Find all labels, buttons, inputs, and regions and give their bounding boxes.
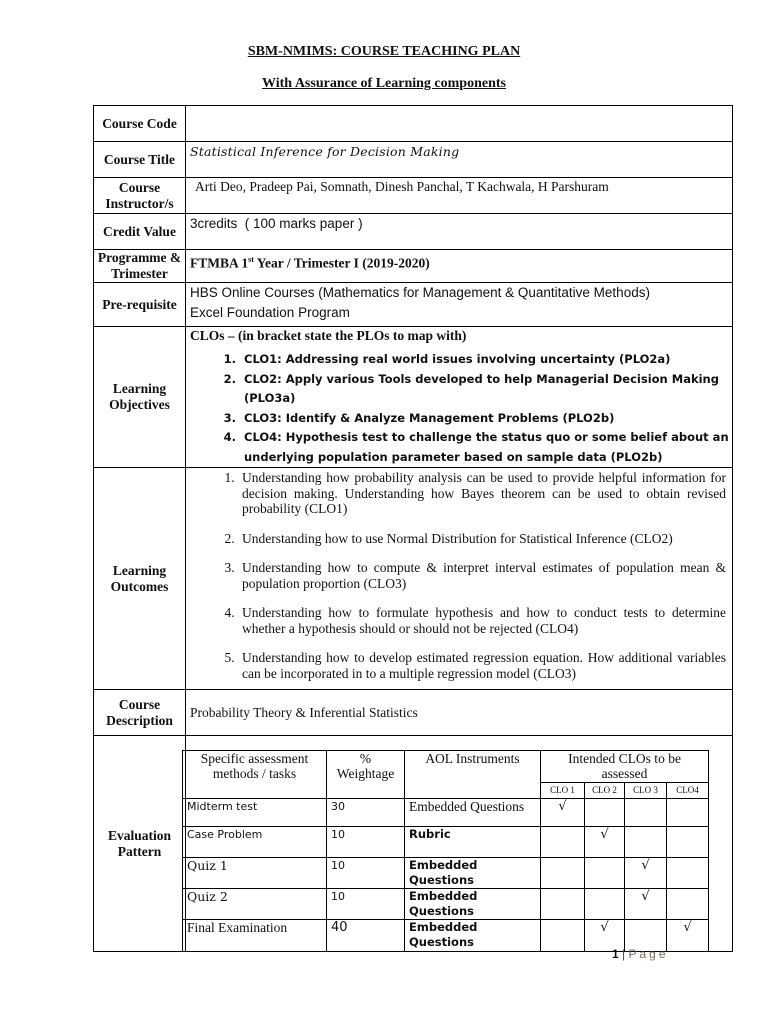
outcome-item: 3. Understanding how to compute & interpret interval estimates of population mean & population proportion (CLO3) bbox=[238, 560, 726, 591]
value-prerequisite bbox=[186, 283, 733, 327]
clo-item: 3. CLO3: Identify & Analyze Management Problems (PLO2b) bbox=[240, 409, 732, 429]
eval-clo4 bbox=[667, 858, 709, 889]
value-evaluation bbox=[186, 736, 733, 952]
eval-weight: 10 bbox=[327, 858, 405, 889]
outcome-list bbox=[190, 470, 726, 681]
prereq-line-2: Excel Foundation Program bbox=[190, 305, 350, 320]
header-clo2: CLO 2 bbox=[585, 783, 625, 799]
clo-list bbox=[190, 350, 732, 467]
header-methods: Specific assessment methods / tasks bbox=[183, 751, 327, 799]
row-course-description bbox=[94, 690, 733, 736]
row-learning-objectives bbox=[94, 327, 733, 468]
programme-text-b: Year / Trimester I (2019-2020) bbox=[253, 255, 430, 271]
value-course-title: Statistical Inference for Decision Making bbox=[186, 142, 733, 178]
label-prerequisite: Pre-requisite bbox=[94, 283, 186, 327]
eval-weight: 10 bbox=[327, 827, 405, 858]
page-word: Page bbox=[628, 947, 669, 961]
prereq-line-1: HBS Online Courses (Mathematics for Management & Quantitative Methods) bbox=[190, 285, 650, 300]
eval-clo4 bbox=[667, 799, 709, 827]
eval-weight: 40 bbox=[327, 920, 405, 952]
programme-sup: st bbox=[248, 255, 254, 264]
eval-row bbox=[183, 827, 709, 858]
value-instructors: Arti Deo, Pradeep Pai, Somnath, Dinesh Panchal, T Kachwala, H Parshuram bbox=[186, 178, 733, 214]
value-learning-outcomes bbox=[186, 468, 733, 690]
eval-row bbox=[183, 858, 709, 889]
header-clo1: CLO 1 bbox=[541, 783, 585, 799]
clo-heading: CLOs – (in bracket state the PLOs to map with) bbox=[190, 328, 467, 343]
eval-method: Midterm test bbox=[183, 799, 327, 827]
value-course-code bbox=[186, 106, 733, 142]
value-course-description: Probability Theory & Inferential Statistics bbox=[186, 690, 733, 736]
eval-aol: Embedded Questions bbox=[405, 858, 541, 889]
outcome-item: 1. Understanding how probability analysis can be used to provide helpful information for decision making. Understanding how Bayes theorem can be used to obtain revised probability (CLO1) bbox=[238, 470, 726, 517]
outcome-item: 4. Understanding how to formulate hypothesis and how to conduct tests to determine whether a hypothesis should or should not be rejected (CLO4) bbox=[238, 605, 726, 636]
row-course-code bbox=[94, 106, 733, 142]
eval-clo4: √ bbox=[667, 920, 709, 952]
eval-clo3 bbox=[625, 827, 667, 858]
value-learning-objectives bbox=[186, 327, 733, 468]
eval-clo2: √ bbox=[585, 827, 625, 858]
clo-item: 1. CLO1: Addressing real world issues involving uncertainty (PLO2a) bbox=[240, 350, 732, 370]
row-evaluation bbox=[94, 736, 733, 952]
eval-clo1: √ bbox=[541, 799, 585, 827]
eval-clo2 bbox=[585, 858, 625, 889]
eval-clo2 bbox=[585, 799, 625, 827]
eval-aol: Embedded Questions bbox=[405, 920, 541, 952]
label-evaluation: Evaluation Pattern bbox=[94, 736, 186, 952]
header-clo4: CLO4 bbox=[667, 783, 709, 799]
eval-aol: Embedded Questions bbox=[405, 799, 541, 827]
page-number: 1 bbox=[612, 947, 619, 961]
label-learning-objectives: Learning Objectives bbox=[94, 327, 186, 468]
eval-weight: 10 bbox=[327, 889, 405, 920]
evaluation-table bbox=[182, 750, 709, 952]
document-subtitle: With Assurance of Learning components bbox=[262, 76, 506, 91]
row-programme bbox=[94, 250, 733, 283]
eval-row bbox=[183, 799, 709, 827]
eval-weight: 30 bbox=[327, 799, 405, 827]
label-course-title: Course Title bbox=[94, 142, 186, 178]
eval-aol: Embedded Questions bbox=[405, 889, 541, 920]
eval-header-row bbox=[183, 751, 709, 783]
label-course-description: Course Description bbox=[94, 690, 186, 736]
label-programme: Programme & Trimester bbox=[94, 250, 186, 283]
clo-item: 2. CLO2: Apply various Tools developed to help Managerial Decision Making (PLO3a) bbox=[240, 370, 732, 409]
eval-method: Quiz 1 bbox=[183, 858, 327, 889]
eval-clo3 bbox=[625, 799, 667, 827]
eval-clo2: √ bbox=[585, 920, 625, 952]
page-separator: | bbox=[622, 947, 626, 961]
eval-method: Final Examination bbox=[183, 920, 327, 952]
outcome-item: 5. Understanding how to develop estimated regression equation. How additional variables can be incorporated in to a multiple regression model (CLO3) bbox=[238, 650, 726, 681]
eval-clo4 bbox=[667, 889, 709, 920]
eval-clo1 bbox=[541, 827, 585, 858]
eval-clo3: √ bbox=[625, 858, 667, 889]
header-clo3: CLO 3 bbox=[625, 783, 667, 799]
eval-clo1 bbox=[541, 889, 585, 920]
label-instructors: Course Instructor/s bbox=[94, 178, 186, 214]
row-credit bbox=[94, 214, 733, 250]
eval-row bbox=[183, 889, 709, 920]
value-credit: 3credits ( 100 marks paper ) bbox=[186, 214, 733, 250]
row-learning-outcomes bbox=[94, 468, 733, 690]
eval-clo3: √ bbox=[625, 889, 667, 920]
row-prerequisite bbox=[94, 283, 733, 327]
label-credit: Credit Value bbox=[94, 214, 186, 250]
clo-item: 4. CLO4: Hypothesis test to challenge the status quo or some belief about an underlying population parameter based on sample data (PLO2b) bbox=[240, 428, 732, 467]
page-footer bbox=[612, 947, 669, 961]
header-weightage: % Weightage bbox=[327, 751, 405, 799]
eval-clo1 bbox=[541, 858, 585, 889]
row-course-title bbox=[94, 142, 733, 178]
eval-method: Quiz 2 bbox=[183, 889, 327, 920]
outcome-item: 2. Understanding how to use Normal Distribution for Statistical Inference (CLO2) bbox=[238, 531, 726, 547]
value-programme bbox=[186, 250, 733, 283]
header-aol: AOL Instruments bbox=[405, 751, 541, 799]
label-course-code: Course Code bbox=[94, 106, 186, 142]
eval-clo2 bbox=[585, 889, 625, 920]
label-learning-outcomes: Learning Outcomes bbox=[94, 468, 186, 690]
header-clos: Intended CLOs to be assessed bbox=[541, 751, 709, 783]
eval-method: Case Problem bbox=[183, 827, 327, 858]
programme-text-a: FTMBA 1 bbox=[190, 255, 249, 271]
course-plan-table bbox=[93, 105, 733, 952]
eval-clo1 bbox=[541, 920, 585, 952]
document-title: SBM-NMIMS: COURSE TEACHING PLAN bbox=[247, 44, 521, 59]
eval-aol: Rubric bbox=[405, 827, 541, 858]
row-instructors bbox=[94, 178, 733, 214]
eval-clo4 bbox=[667, 827, 709, 858]
